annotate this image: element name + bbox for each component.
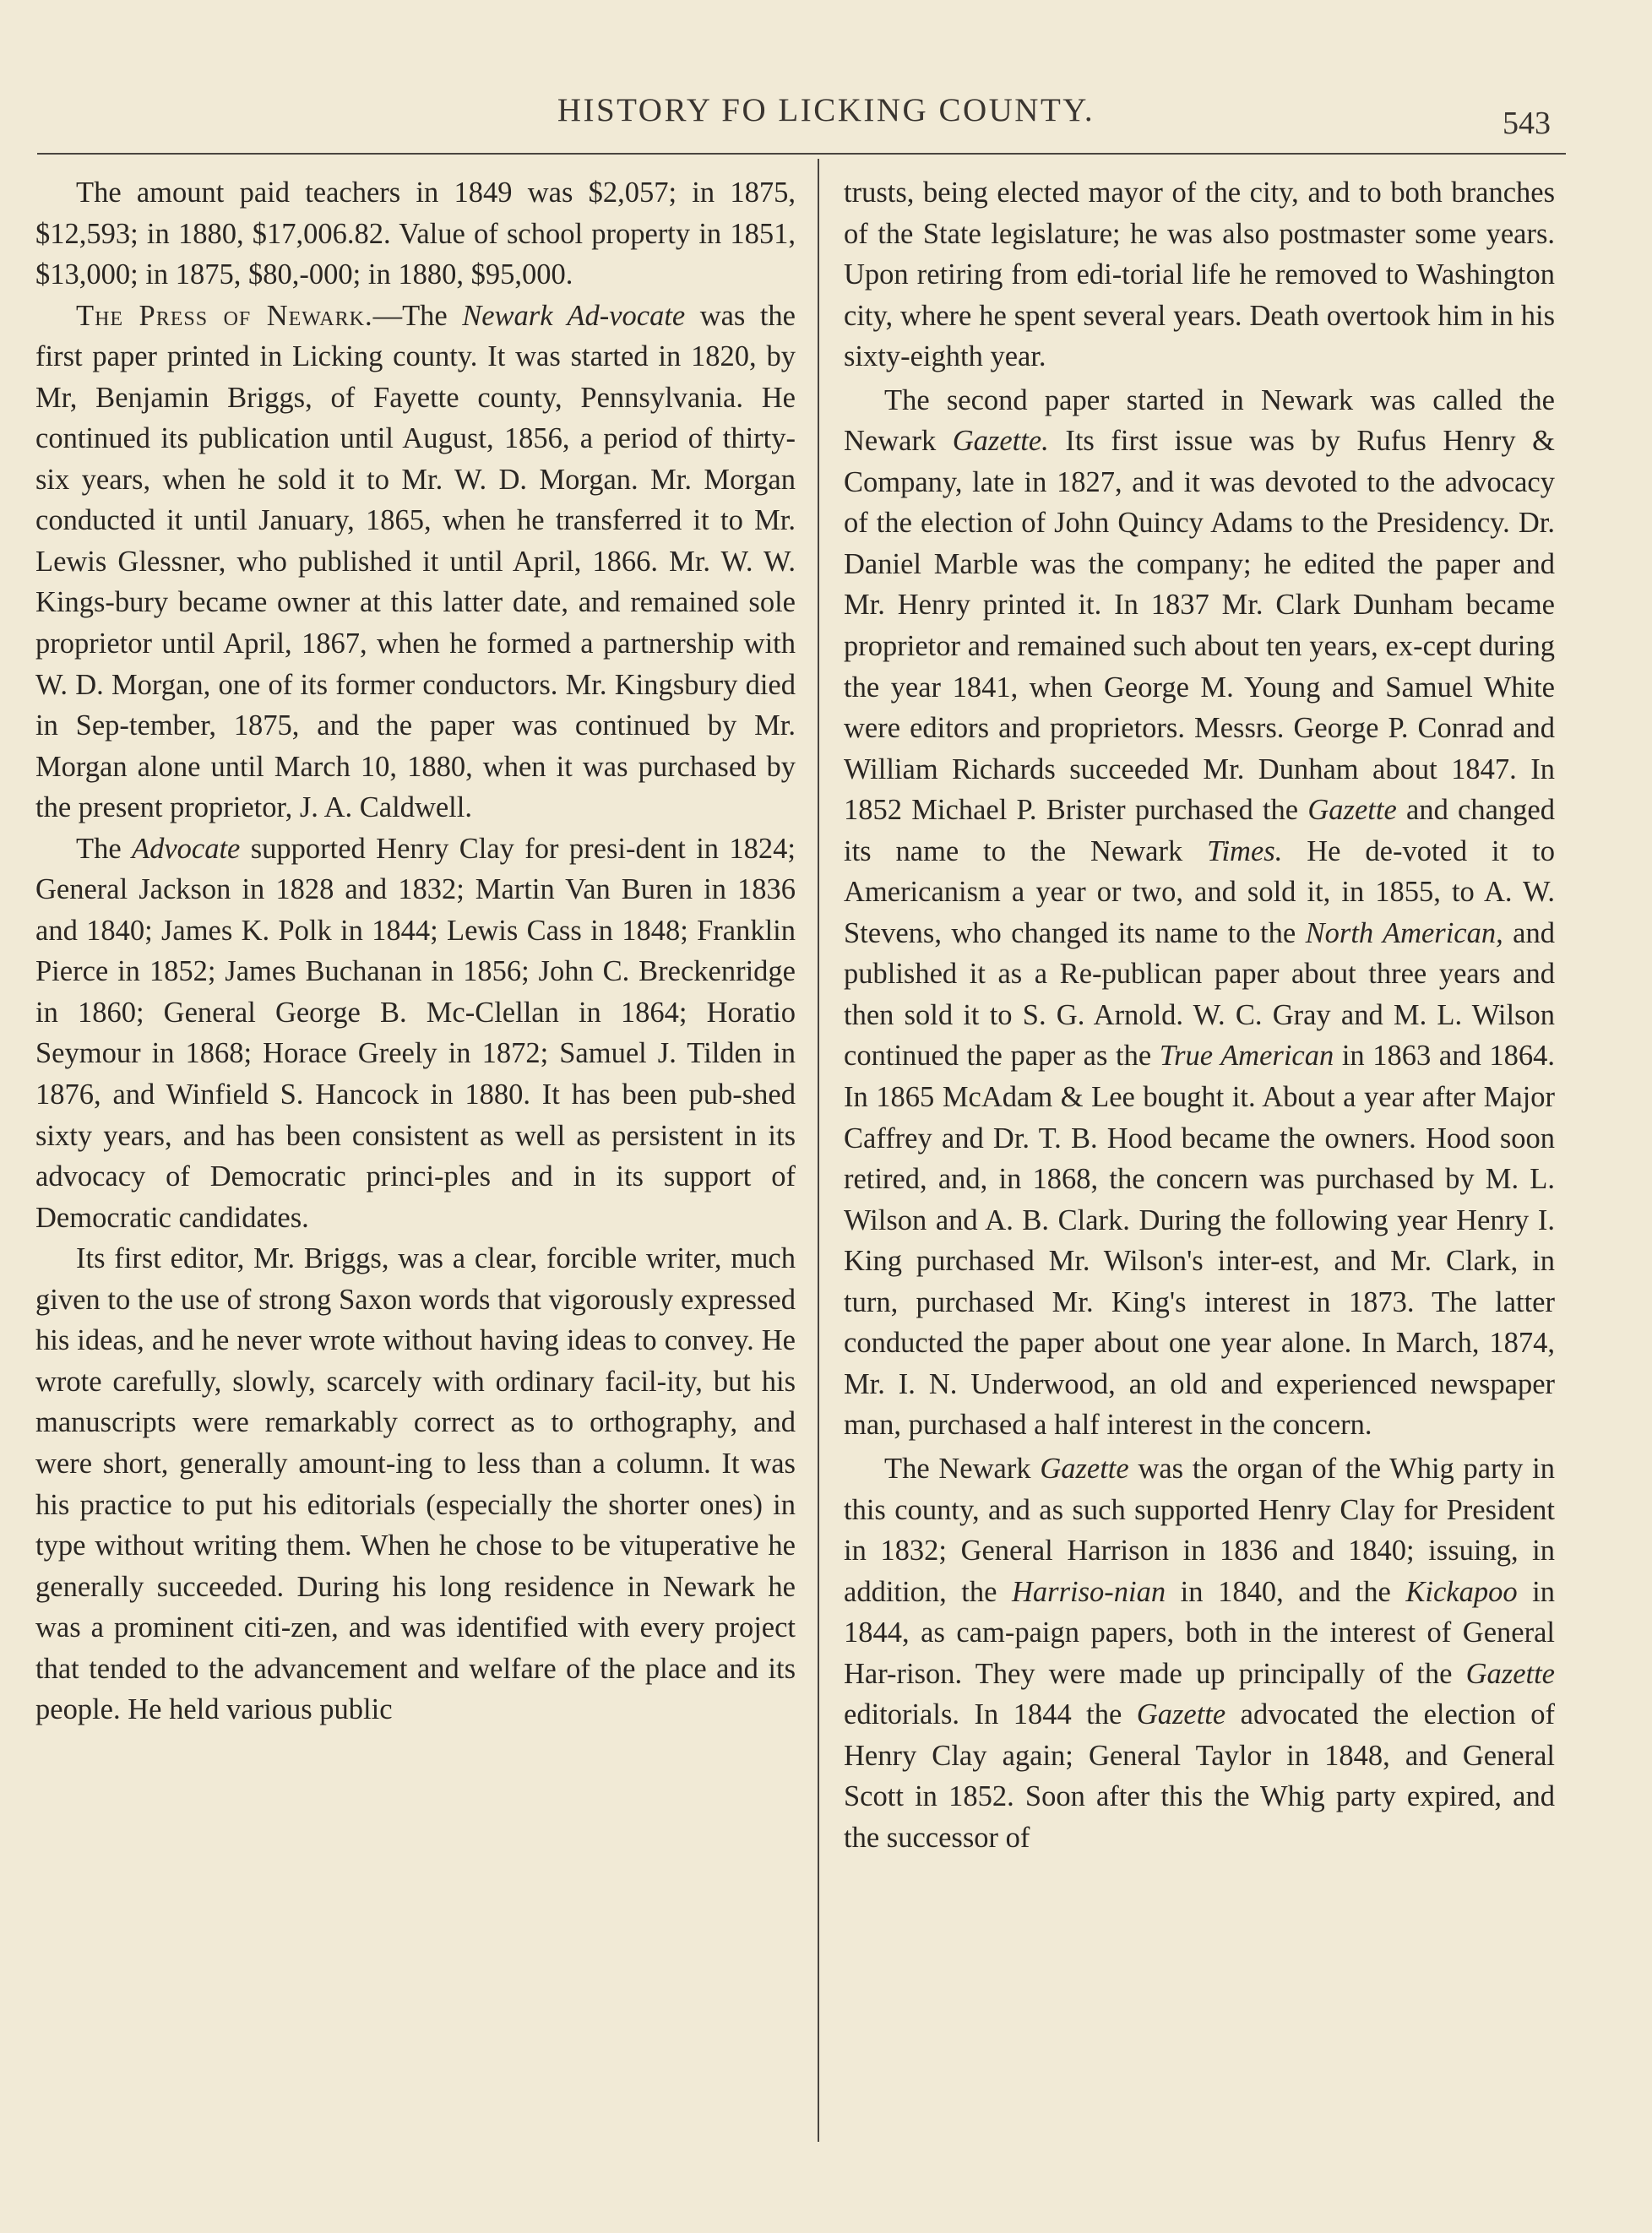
newspaper-title: Gazette bbox=[1040, 1452, 1129, 1485]
paragraph-text: in 1840, and the bbox=[1166, 1575, 1406, 1608]
paragraph-text: in 1863 and 1864. In 1865 McAdam & Lee bought it. About a year after Major Caffrey and Dr. T. B. Hood became the owners. Hood soon retired, and, in 1868, the concern was purchased by M. L. Wilson and A. B. Clark. During the following year Henry I. King purchased Mr. Wilson's inter-est, and Mr. Clark, in turn, purchased Mr. King's interest in 1873. The latter conducted the paper about one year alone. In March, 1874, Mr. I. N. Underwood, an old and experienced newspaper man, purchased a half interest in the concern. bbox=[844, 1040, 1555, 1442]
header-rule bbox=[37, 153, 1566, 155]
paragraph-text: was the organ of the Whig party in this county, and as such supported Henry Clay for President in 1832; General Harrison in 1836 and 1840; issuing, in addition, the bbox=[844, 1452, 1555, 1608]
left-column bbox=[35, 172, 796, 1730]
paragraph-text: in 1844, as cam-paign papers, both in the interest of General Har-rison. They were made up principally of the bbox=[844, 1575, 1555, 1690]
running-head-title: HISTORY FO LICKING COUNTY. bbox=[557, 92, 1095, 128]
newspaper-title: Gazette bbox=[1465, 1657, 1555, 1690]
paragraph-text: The amount paid teachers in 1849 was $2,057; in 1875, $12,593; in 1880, $17,006.82. Value of school property in 1851, $13,000; in 1875, $80,-000; in 1880, $95,000. bbox=[35, 177, 796, 291]
paragraph-first-editor bbox=[35, 1238, 796, 1730]
column-divider bbox=[818, 159, 819, 2142]
paragraph-text: and changed its name to the Newark bbox=[844, 794, 1555, 867]
paragraph-whig-organ bbox=[844, 1448, 1555, 1858]
paragraph-text: editorials. In 1844 the bbox=[844, 1698, 1137, 1731]
paragraph-text: trusts, being elected mayor of the city, and to both branches of the State legislature; he was also postmaster some years. Upon retiring from edi-torial life he removed to Washington city, where he spent several years. Death overtook him in his sixty-eighth year. bbox=[844, 177, 1555, 373]
newspaper-title: Harriso-nian bbox=[1011, 1575, 1166, 1608]
paragraph-text: He de-voted it to Americanism a year or two, and sold it, in 1855, to A. W. Stevens, who changed its name to the bbox=[844, 834, 1556, 949]
paragraph-press-of-newark bbox=[35, 296, 796, 829]
paragraph-teacher-pay bbox=[35, 172, 796, 296]
newspaper-title: Newark Ad-vocate bbox=[462, 299, 686, 332]
newspaper-title: North American, bbox=[1305, 916, 1503, 949]
paragraph-text: —The bbox=[372, 299, 463, 332]
section-heading: The Press of Newark. bbox=[76, 299, 373, 332]
paragraph-text: Its first editor, Mr. Briggs, was a clear, forcible writer, much given to the use of strong Saxon words that vigorously expressed his ideas, and he never wrote without having ideas to convey. He wrote carefully, slowly, scarcely with ordinary facil-ity, but his manuscripts were remarkably correct as to orthography, and were short, generally amount-ing to less than a column. It was his practice to put his editorials (especially the shorter ones) in type without writing them. When he chose to be vituperative he generally succeeded. During his long residence in Newark he was a prominent citi-zen, and was identified with every project that tended to the advancement and welfare of the place and its people. He held various public bbox=[35, 1242, 796, 1726]
newspaper-title: Advocate bbox=[132, 832, 241, 865]
paragraph-text: and published it as a Re-publican paper about three years and then sold it to S. G. Arnold. W. C. Gray and M. L. Wilson continued the paper as the bbox=[844, 916, 1555, 1073]
paragraph-text: Its first issue was by Rufus Henry & Company, late in 1827, and it was devoted to the advocacy of the election of John Quincy Adams to the Presidency. Dr. Daniel Marble was the company; he edited the paper and Mr. Henry printed it. In 1837 Mr. Clark Dunham became proprietor and remained such about ten years, ex-cept during the year 1841, when George M. Young and Samuel White were editors and proprietors. Messrs. George P. Conrad and William Richards succeeded Mr. Dunham about 1847. In 1852 Michael P. Brister purchased the bbox=[844, 425, 1555, 827]
newspaper-title: Gazette bbox=[1307, 794, 1397, 827]
paragraph-text: supported Henry Clay for presi-dent in 1824; General Jackson in 1828 and 1832; Martin Van Buren in 1836 and 1840; James K. Polk in 1844; Lewis Cass in 1848; Franklin Pierce in 1852; James Buchanan in 1856; John C. Breckenridge in 1860; General George B. Mc-Clellan in 1864; Horatio Seymour in 1868; Horace Greely in 1872; Samuel J. Tilden in 1876, and Winfield S. Hancock in 1880. It has been pub-shed sixty years, and has been consistent as well as persistent in its advocacy of Democratic princi-ples and in its support of Democratic candidates. bbox=[35, 832, 796, 1234]
paragraph-text: advocated the election of Henry Clay again; General Taylor in 1848, and General Scott in 1852. Soon after this the Whig party expired, and the successor of bbox=[844, 1698, 1555, 1854]
paragraph-second-paper bbox=[844, 380, 1555, 1446]
newspaper-title: Gazette. bbox=[952, 425, 1049, 458]
paragraph-advocate-support bbox=[35, 829, 796, 1238]
paragraph-text: The second paper started in Newark was called the Newark bbox=[844, 383, 1555, 458]
newspaper-title: True American bbox=[1159, 1040, 1334, 1073]
newspaper-title: Kickapoo bbox=[1405, 1575, 1518, 1608]
paragraph-text: was the first paper printed in Licking county. It was started in 1820, by Mr, Benjamin Briggs, of Fayette county, Pennsylvania. He continued its publication until August, 1856, a period of thirty-six years, when he sold it to Mr. W. D. Morgan. Mr. Morgan conducted it until January, 1865, when he transferred it to Mr. Lewis Glessner, who published it until April, 1866. Mr. W. W. Kings-bury became owner at this latter date, and remained sole proprietor until April, 1867, when he formed a partnership with W. D. Morgan, one of its former conductors. Mr. Kingsbury died in Sep-tember, 1875, and the paper was continued by Mr. Morgan alone until March 10, 1880, when it was purchased by the present proprietor, J. A. Caldwell. bbox=[35, 299, 796, 824]
newspaper-title: Times. bbox=[1207, 834, 1283, 867]
page-number: 543 bbox=[1503, 106, 1551, 141]
paragraph-continued-trusts bbox=[844, 172, 1555, 378]
right-column bbox=[844, 172, 1555, 1858]
paragraph-text: The Newark bbox=[884, 1452, 1041, 1485]
newspaper-title: Gazette bbox=[1136, 1698, 1226, 1731]
paragraph-text: The bbox=[76, 832, 133, 865]
